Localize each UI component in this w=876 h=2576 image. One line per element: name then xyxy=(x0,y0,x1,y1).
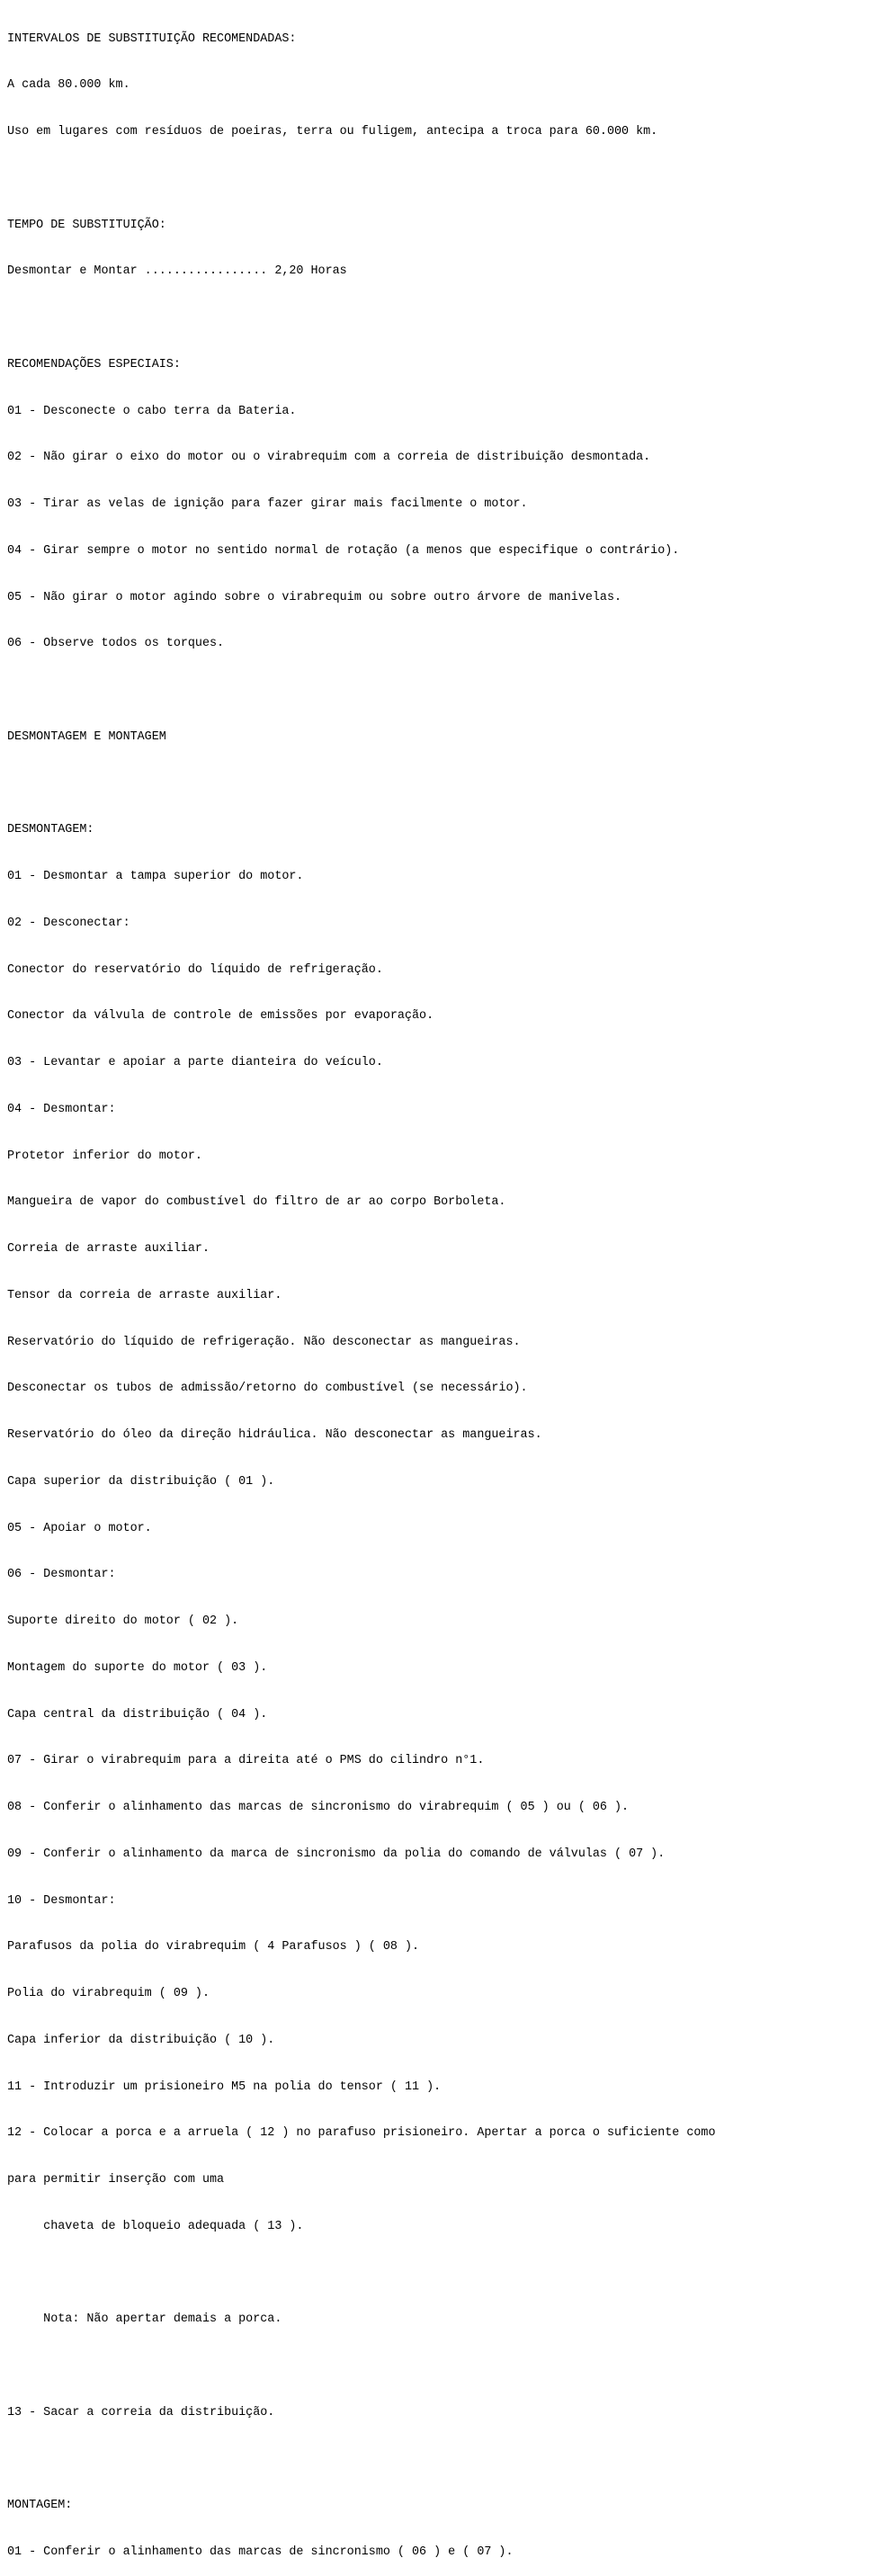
text-line: A cada 80.000 km. xyxy=(7,78,130,93)
heading-recomendacoes: RECOMENDAÇÕES ESPECIAIS: xyxy=(7,357,181,371)
text-line: 04 - Girar sempre o motor no sentido normal de rotação (a menos que especifique o contrário). xyxy=(7,543,680,558)
text-line: 03 - Levantar e apoiar a parte dianteira do veículo. xyxy=(7,1056,383,1069)
text-line: 12 - Colocar a porca e a arruela ( 12 ) no parafuso prisioneiro. Apertar a porca o suficiente como xyxy=(7,2126,716,2141)
blank-line xyxy=(7,171,871,186)
text-line: Capa superior da distribuição ( 01 ). xyxy=(7,1474,275,1489)
text-line: 01 - Conferir o alinhamento das marcas de sincronismo ( 06 ) e ( 07 ). xyxy=(7,2545,514,2559)
text-line: 02 - Não girar o eixo do motor ou o virabrequim com a correia de distribuição desmontada. xyxy=(7,451,651,465)
text-line: Conector da válvula de controle de emissões por evaporação. xyxy=(7,1009,434,1024)
text-line: 03 - Tirar as velas de ignição para fazer girar mais facilmente o motor. xyxy=(7,497,528,511)
text-line: Montagem do suporte do motor ( 03 ). xyxy=(7,1660,268,1675)
text-line: 08 - Conferir o alinhamento das marcas de sincronismo do virabrequim ( 05 ) ou ( 06 ). xyxy=(7,1801,630,1814)
heading-desmontagem: DESMONTAGEM: xyxy=(7,823,94,837)
text-line: Uso em lugares com resíduos de poeiras, terra ou fuligem, antecipa a troca para 60.000 km. xyxy=(7,125,658,139)
text-line: 06 - Desmontar: xyxy=(7,1568,116,1582)
text-line: Desmontar e Montar ................. 2,20 Horas xyxy=(7,264,347,279)
text-line: para permitir inserção com uma xyxy=(7,2173,225,2187)
heading-desmontagem-montagem: DESMONTAGEM E MONTAGEM xyxy=(7,729,166,744)
text-line: Reservatório do óleo da direção hidráulica. Não desconectar as mangueiras. xyxy=(7,1428,542,1442)
blank-line xyxy=(7,2358,871,2374)
text-line: chaveta de bloqueio adequada ( 13 ). xyxy=(7,2219,304,2233)
text-line: 13 - Sacar a correia da distribuição. xyxy=(7,2405,275,2419)
text-line: Protetor inferior do motor. xyxy=(7,1149,202,1163)
text-line: 05 - Não girar o motor agindo sobre o virabrequim ou sobre outro árvore de manivelas. xyxy=(7,590,622,604)
text-line: Parafusos da polia do virabrequim ( 4 Parafusos ) ( 08 ). xyxy=(7,1940,420,1954)
text-line: Mangueira de vapor do combustível do filtro de ar ao corpo Borboleta. xyxy=(7,1195,506,1210)
blank-line xyxy=(7,2452,871,2467)
text-line: Tensor da correia de arraste auxiliar. xyxy=(7,1288,282,1302)
text-line: Correia de arraste auxiliar. xyxy=(7,1242,210,1256)
text-line: 04 - Desmontar: xyxy=(7,1102,116,1116)
note-line: Nota: Não apertar demais a porca. xyxy=(7,2312,282,2327)
text-line: 06 - Observe todos os torques. xyxy=(7,637,225,651)
text-line: Polia do virabrequim ( 09 ). xyxy=(7,1987,210,2000)
heading-montagem: MONTAGEM: xyxy=(7,2499,73,2513)
heading-tempo: TEMPO DE SUBSTITUIÇÃO: xyxy=(7,218,166,232)
text-line: 09 - Conferir o alinhamento da marca de sincronismo da polia do comando de válvulas ( 07 ). xyxy=(7,1847,666,1861)
blank-line xyxy=(7,310,871,326)
blank-line xyxy=(7,683,871,698)
text-line: 01 - Desmontar a tampa superior do motor. xyxy=(7,870,304,883)
blank-line xyxy=(7,776,871,792)
text-line: 01 - Desconecte o cabo terra da Bateria. xyxy=(7,404,297,418)
text-line: Capa central da distribuição ( 04 ). xyxy=(7,1707,268,1722)
blank-line xyxy=(7,2266,871,2281)
text-line: 05 - Apoiar o motor. xyxy=(7,1521,152,1535)
text-line: 11 - Introduzir um prisioneiro M5 na polia do tensor ( 11 ). xyxy=(7,2080,442,2094)
document-text xyxy=(7,0,871,2576)
text-line: 10 - Desmontar: xyxy=(7,1893,116,1908)
text-line: Capa inferior da distribuição ( 10 ). xyxy=(7,2033,275,2047)
heading-intervalos: INTERVALOS DE SUBSTITUIÇÃO RECOMENDADAS: xyxy=(7,31,297,46)
text-line: Conector do reservatório do líquido de refrigeração. xyxy=(7,962,383,977)
text-line: Reservatório do líquido de refrigeração. Não desconectar as mangueiras. xyxy=(7,1335,521,1349)
text-line: 02 - Desconectar: xyxy=(7,916,130,930)
text-line: 07 - Girar o virabrequim para a direita até o PMS do cilindro n°1. xyxy=(7,1754,485,1768)
text-line: Suporte direito do motor ( 02 ). xyxy=(7,1614,239,1628)
text-line: Desconectar os tubos de admissão/retorno do combustível (se necessário). xyxy=(7,1382,528,1396)
